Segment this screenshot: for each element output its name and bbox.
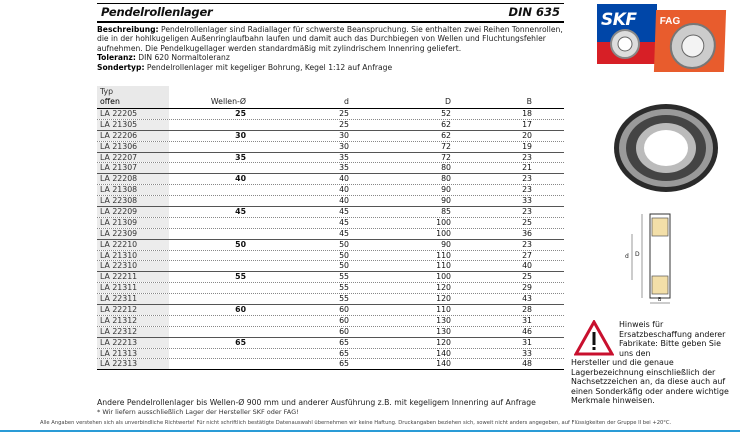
bearing-photo <box>606 98 721 198</box>
cell-d: 55 <box>339 272 349 282</box>
cell-code: LA 22311 <box>100 294 138 304</box>
table-body <box>97 108 564 369</box>
beschreibung-label: Beschreibung: <box>97 25 159 34</box>
cell-wel: 25 <box>235 109 246 118</box>
footer-note: Andere Pendelrollenlager bis Wellen-Ø 900 mm und anderer Ausführung z.B. mit kegeligem Innenring auf Anfrage <box>97 398 536 407</box>
bearing-cross-section-drawing <box>612 210 682 306</box>
cell-code: LA 22207 <box>100 152 138 162</box>
cell-code: LA 21308 <box>100 185 138 195</box>
cell-d: 55 <box>339 283 349 293</box>
table-row <box>97 260 564 271</box>
cell-d: 35 <box>339 163 349 173</box>
cell-d: 65 <box>339 359 349 369</box>
cell-D: 52 <box>441 109 451 118</box>
cell-code: LA 21311 <box>100 283 138 293</box>
cell-d: 25 <box>339 109 349 118</box>
cell-code: LA 21312 <box>100 315 138 325</box>
cell-code: LA 22205 <box>100 109 138 118</box>
cell-d: 55 <box>339 294 349 304</box>
sondertyp <box>97 63 567 72</box>
cell-wel: 45 <box>235 207 246 217</box>
cell-d: 30 <box>339 141 349 151</box>
fag-logo: FAG <box>659 16 681 27</box>
cell-code: LA 22209 <box>100 207 138 217</box>
cell-code: LA 21313 <box>100 348 138 358</box>
cell-d: 50 <box>339 261 349 271</box>
col-D: D <box>444 97 451 106</box>
cell-code: LA 22310 <box>100 261 138 271</box>
cell-B: 31 <box>522 337 532 347</box>
cell-B: 23 <box>522 207 532 217</box>
cell-D: 80 <box>441 174 451 184</box>
table-row <box>97 162 564 173</box>
replacement-hint <box>567 316 737 412</box>
cell-B: 23 <box>522 174 532 184</box>
table-row <box>97 293 564 304</box>
cell-d: 35 <box>339 152 349 162</box>
cell-D: 140 <box>436 359 451 369</box>
cell-D: 100 <box>436 272 451 282</box>
skf-logo: SKF <box>601 10 637 30</box>
col-wellen: Wellen-Ø <box>210 97 246 106</box>
cell-B: 28 <box>522 305 532 315</box>
cell-B: 23 <box>522 239 532 249</box>
cell-d: 65 <box>339 348 349 358</box>
cell-code: LA 21305 <box>100 119 138 129</box>
cell-D: 100 <box>436 217 451 227</box>
cell-B: 40 <box>522 261 532 271</box>
cell-code: LA 22312 <box>100 326 138 336</box>
cell-d: 30 <box>339 130 349 140</box>
sondertyp-text: Pendelrollenlager mit kegeliger Bohrung, Kegel 1:12 auf Anfrage <box>146 62 393 72</box>
table-row <box>97 250 564 261</box>
footer-disclaimer: Alle Angaben verstehen sich als unverbindliche Richtwerte! Für nicht schriftlich bestätigte Datenauswahl übernehmen wir keine Haftung. Druckangaben beziehen sich, soweit nicht anders angegeben, auf Flüssigkeiten der Gruppe II bei +20°C. <box>40 420 672 426</box>
cell-D: 120 <box>436 294 451 304</box>
cell-code: LA 22206 <box>100 130 138 140</box>
cell-code: LA 22210 <box>100 239 138 249</box>
cell-d: 60 <box>339 305 349 315</box>
table-row <box>97 119 564 130</box>
cell-B: 43 <box>522 294 532 304</box>
cell-B: 17 <box>522 119 532 129</box>
cell-B: 21 <box>522 163 532 173</box>
cell-B: 33 <box>522 196 532 206</box>
col-d: d <box>344 97 349 106</box>
drawing-d-label: d <box>625 253 629 260</box>
table-row <box>97 141 564 152</box>
hint-text-1: Hinweis für Ersatzbeschaffung anderer Fabrikate: Bitte geben Sie uns den <box>619 320 726 358</box>
cell-code: LA 22208 <box>100 174 138 184</box>
beschreibung <box>97 25 567 53</box>
table-row <box>97 337 564 348</box>
cell-d: 45 <box>339 217 349 227</box>
cell-D: 120 <box>436 337 451 347</box>
cell-d: 40 <box>339 174 349 184</box>
cell-D: 62 <box>441 130 451 140</box>
cell-D: 110 <box>436 305 451 315</box>
cell-D: 85 <box>441 207 451 217</box>
cell-B: 33 <box>522 348 532 358</box>
table-row <box>97 239 564 250</box>
drawing-D-label: D <box>635 251 640 258</box>
cell-D: 110 <box>436 261 451 271</box>
cell-B: 25 <box>522 272 532 282</box>
cell-code: LA 21310 <box>100 250 138 260</box>
cell-d: 50 <box>339 239 349 249</box>
cell-wel: 65 <box>235 337 246 347</box>
cell-D: 62 <box>441 119 451 129</box>
cell-B: 23 <box>522 152 532 162</box>
table-row <box>97 195 564 206</box>
table-row <box>97 152 564 163</box>
warning-triangle-icon <box>574 320 614 356</box>
table-row <box>97 108 564 119</box>
cell-wel: 30 <box>235 130 246 140</box>
cell-D: 130 <box>436 315 451 325</box>
cell-d: 45 <box>339 207 349 217</box>
cell-d: 45 <box>339 228 349 238</box>
cell-code: LA 21309 <box>100 217 138 227</box>
cell-B: 23 <box>522 185 532 195</box>
cell-D: 100 <box>436 228 451 238</box>
din-label: DIN 635 <box>508 5 560 19</box>
table-row <box>97 282 564 293</box>
table-row <box>97 315 564 326</box>
hint-text-2: Hersteller und die genaue Lagerbezeichnung einschließlich der Nachsetzzeichen an, da diese auch auf einen Sonderkäfig oder andere wichtige Merkmale hinweisen. <box>571 358 729 406</box>
cell-wel: 35 <box>235 152 246 162</box>
cell-code: LA 21306 <box>100 141 138 151</box>
table-row <box>97 217 564 228</box>
cell-d: 50 <box>339 250 349 260</box>
col-offen: offen <box>100 97 120 106</box>
cell-wel: 50 <box>235 239 246 249</box>
table-row <box>97 228 564 239</box>
cell-B: 36 <box>522 228 532 238</box>
cell-code: LA 22308 <box>100 196 138 206</box>
beschreibung-text: Pendelrollenlager sind Radiallager für schwerste Beanspruchung. Sie enthalten zwei Reihen Tonnenrollen, die in der hohlkugeligen Außenringlaufbahn laufen und damit auch das Durchbiegen von Wellen und Fluchtungsfehler aufnehmen. Die Pendelkugellager werden standardmäßig mit zylindrischem Innenring geliefert. <box>97 25 563 53</box>
cell-D: 80 <box>441 163 451 173</box>
cell-D: 90 <box>441 239 451 249</box>
toleranz-text: DIN 620 Normaltoleranz <box>138 53 230 63</box>
table-row <box>97 173 564 184</box>
col-B: B <box>526 97 532 106</box>
blue-divider <box>0 430 740 432</box>
table-row <box>97 326 564 337</box>
cell-wel: 55 <box>235 272 246 282</box>
cell-B: 31 <box>522 315 532 325</box>
cell-B: 20 <box>522 130 532 140</box>
cell-B: 27 <box>522 250 532 260</box>
cell-D: 72 <box>441 141 451 151</box>
cell-B: 25 <box>522 217 532 227</box>
description-block <box>97 25 567 72</box>
cell-d: 65 <box>339 337 349 347</box>
cell-d: 40 <box>339 185 349 195</box>
cell-d: 40 <box>339 196 349 206</box>
page-title: Pendelrollenlager <box>101 5 213 19</box>
cell-d: 60 <box>339 326 349 336</box>
fag-box-image <box>654 10 726 72</box>
table-row <box>97 304 564 315</box>
cell-code: LA 22213 <box>100 337 138 347</box>
cell-D: 110 <box>436 250 451 260</box>
cell-B: 18 <box>522 109 532 118</box>
cell-code: LA 22313 <box>100 359 138 369</box>
sondertyp-label: Sondertyp: <box>97 62 145 72</box>
col-typ: Typ <box>100 87 114 96</box>
drawing-B-label: B <box>658 297 662 303</box>
cell-D: 140 <box>436 348 451 358</box>
cell-code: LA 22212 <box>100 305 138 315</box>
skf-box-image <box>597 4 657 64</box>
cell-B: 29 <box>522 283 532 293</box>
table-row <box>97 348 564 359</box>
table-header <box>97 86 564 108</box>
cell-code: LA 22309 <box>100 228 138 238</box>
table-row <box>97 206 564 217</box>
table-row <box>97 130 564 141</box>
table-row <box>97 271 564 282</box>
cell-code: LA 21307 <box>100 163 138 173</box>
cell-wel: 60 <box>235 305 246 315</box>
cell-B: 46 <box>522 326 532 336</box>
cell-d: 25 <box>339 119 349 129</box>
table-row <box>97 184 564 195</box>
page-header <box>97 3 564 23</box>
cell-B: 19 <box>522 141 532 151</box>
cell-D: 120 <box>436 283 451 293</box>
cell-code: LA 22211 <box>100 272 138 282</box>
bearing-table <box>97 86 564 370</box>
cell-D: 90 <box>441 196 451 206</box>
table-row <box>97 358 564 369</box>
cell-D: 130 <box>436 326 451 336</box>
toleranz <box>97 53 567 62</box>
cell-wel: 40 <box>235 174 246 184</box>
toleranz-label: Toleranz: <box>97 53 136 63</box>
cell-D: 90 <box>441 185 451 195</box>
cell-B: 48 <box>522 359 532 369</box>
cell-D: 72 <box>441 152 451 162</box>
cell-d: 60 <box>339 315 349 325</box>
footer-manufacturer-note: * Wir liefern ausschließlich Lager der Hersteller SKF oder FAG! <box>97 408 299 416</box>
